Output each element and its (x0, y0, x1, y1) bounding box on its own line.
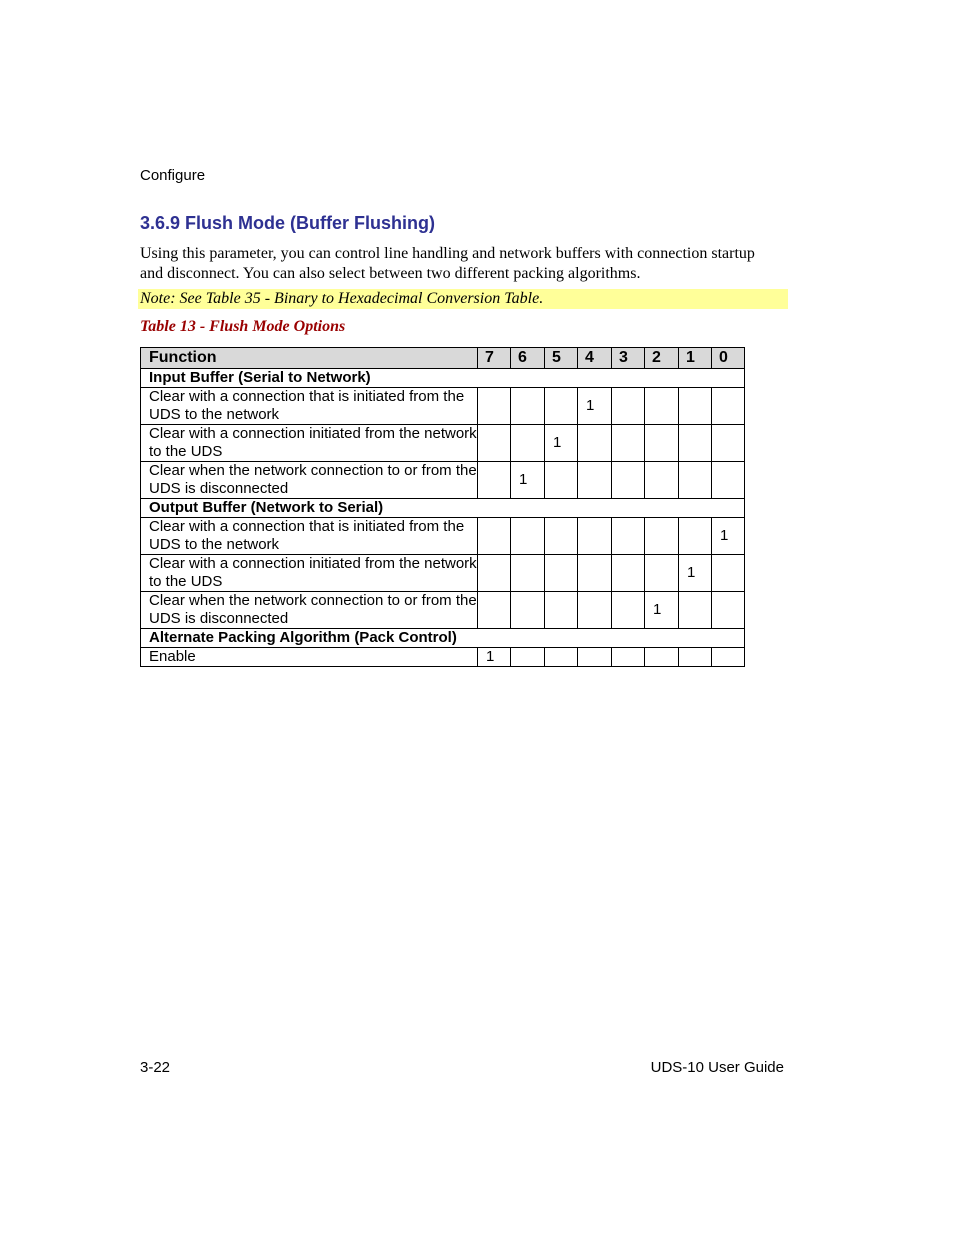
function-cell: Clear with a connection that is initiated from the UDS to the network (141, 518, 478, 555)
bit-cell-3 (612, 388, 645, 425)
bit-cell-1 (679, 388, 712, 425)
bit-cell-0 (712, 555, 745, 592)
table-caption: Table 13 - Flush Mode Options (140, 318, 346, 335)
table-row (141, 425, 745, 462)
bit-cell-2 (645, 388, 679, 425)
bit-cell-0 (712, 425, 745, 462)
bit-cell-6: 1 (511, 462, 545, 499)
bit-cell-2 (645, 462, 679, 499)
bit-cell-4 (578, 555, 612, 592)
bit-cell-2 (645, 555, 679, 592)
bit-cell-7 (478, 592, 511, 629)
bit-cell-6 (511, 648, 545, 667)
bit-cell-7: 1 (478, 648, 511, 667)
bit-cell-5 (545, 462, 578, 499)
bit-cell-5 (545, 518, 578, 555)
bit-cell-7 (478, 555, 511, 592)
bit-cell-2 (645, 425, 679, 462)
bit-cell-4 (578, 425, 612, 462)
header-bit-5: 5 (545, 348, 578, 369)
function-cell: Clear when the network connection to or from the UDS is disconnected (141, 462, 478, 499)
bit-cell-2 (645, 648, 679, 667)
table-group-row (141, 369, 745, 388)
bit-cell-3 (612, 648, 645, 667)
bit-cell-7 (478, 518, 511, 555)
bit-cell-0 (712, 592, 745, 629)
page-number: 3-22 (140, 1059, 171, 1076)
function-cell: Clear with a connection initiated from the network to the UDS (141, 425, 478, 462)
bit-cell-6 (511, 518, 545, 555)
bit-cell-6 (511, 592, 545, 629)
bit-cell-1 (679, 518, 712, 555)
bit-cell-6 (511, 388, 545, 425)
header-bit-4: 4 (578, 348, 612, 369)
bit-cell-3 (612, 518, 645, 555)
bit-cell-1 (679, 592, 712, 629)
bit-cell-0: 1 (712, 518, 745, 555)
section-title: 3.6.9 Flush Mode (Buffer Flushing) (140, 213, 436, 233)
guide-title: UDS-10 User Guide (650, 1059, 784, 1076)
function-cell: Clear when the network connection to or from the UDS is disconnected (141, 592, 478, 629)
bit-cell-6 (511, 425, 545, 462)
table-group-row (141, 629, 745, 648)
bit-cell-1 (679, 462, 712, 499)
header-bit-3: 3 (612, 348, 645, 369)
bit-cell-4 (578, 592, 612, 629)
table-row (141, 462, 745, 499)
bit-cell-1 (679, 425, 712, 462)
table-row (141, 388, 745, 425)
bit-cell-7 (478, 425, 511, 462)
bit-cell-5: 1 (545, 425, 578, 462)
group-title: Alternate Packing Algorithm (Pack Control) (141, 629, 745, 648)
bit-cell-2: 1 (645, 592, 679, 629)
group-title: Output Buffer (Network to Serial) (141, 499, 745, 518)
header-bit-1: 1 (679, 348, 712, 369)
bit-cell-5 (545, 648, 578, 667)
function-cell: Enable (141, 648, 478, 667)
table-row (141, 555, 745, 592)
bit-cell-5 (545, 592, 578, 629)
bit-cell-4 (578, 518, 612, 555)
table-row (141, 518, 745, 555)
bit-cell-0 (712, 648, 745, 667)
group-title: Input Buffer (Serial to Network) (141, 369, 745, 388)
flush-mode-table (140, 347, 745, 667)
bit-cell-4 (578, 648, 612, 667)
bit-cell-0 (712, 462, 745, 499)
function-cell: Clear with a connection initiated from the network to the UDS (141, 555, 478, 592)
bit-cell-6 (511, 555, 545, 592)
header-bit-2: 2 (645, 348, 679, 369)
bit-cell-1: 1 (679, 555, 712, 592)
table-header-row (141, 348, 745, 369)
running-header: Configure (140, 167, 206, 184)
header-function: Function (141, 348, 478, 369)
function-cell: Clear with a connection that is initiated from the UDS to the network (141, 388, 478, 425)
bit-cell-5 (545, 555, 578, 592)
bit-cell-3 (612, 462, 645, 499)
bit-cell-4 (578, 462, 612, 499)
header-bit-0: 0 (712, 348, 745, 369)
bit-cell-3 (612, 425, 645, 462)
body-paragraph: Using this parameter, you can control line handling and network buffers with connection startup and disconnect. You can also select between two different packing algorithms. (140, 245, 755, 282)
bit-cell-2 (645, 518, 679, 555)
note-highlight: Note: See Table 35 - Binary to Hexadecimal Conversion Table. (138, 289, 788, 309)
bit-cell-5 (545, 388, 578, 425)
bit-cell-4: 1 (578, 388, 612, 425)
bit-cell-7 (478, 388, 511, 425)
bit-cell-3 (612, 555, 645, 592)
header-bit-7: 7 (478, 348, 511, 369)
bit-cell-7 (478, 462, 511, 499)
table-row (141, 592, 745, 629)
table-row (141, 648, 745, 667)
table-body (141, 369, 745, 667)
bit-cell-3 (612, 592, 645, 629)
bit-cell-0 (712, 388, 745, 425)
table-group-row (141, 499, 745, 518)
bit-cell-1 (679, 648, 712, 667)
header-bit-6: 6 (511, 348, 545, 369)
